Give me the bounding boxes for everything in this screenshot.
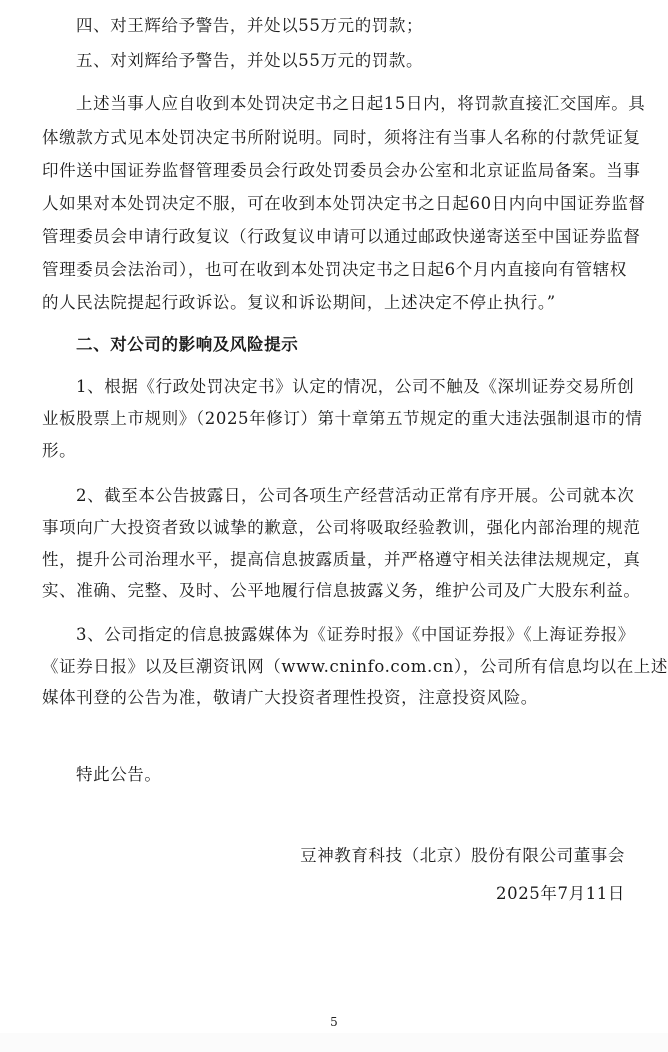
payment-paragraph-line: 管理委员会申请行政复议（行政复议申请可以通过邮政快递寄送至中国证券监督 xyxy=(42,227,641,246)
payment-paragraph-line: 的人民法院提起行政诉讼。复议和诉讼期间，上述决定不停止执行。” xyxy=(42,293,556,312)
item-2-line: 2、截至本公告披露日，公司各项生产经营活动正常有序开展。公司就本次 xyxy=(76,486,635,505)
item-1-line: 1、根据《行政处罚决定书》认定的情况，公司不触及《深圳证券交易所创 xyxy=(76,377,635,396)
item-3-line: 媒体刊登的公告为准，敬请广大投资者理性投资，注意投资风险。 xyxy=(42,688,538,707)
item-3-line: 3、公司指定的信息披露媒体为《证券时报》《中国证券报》《上海证券报》 xyxy=(76,625,635,644)
payment-paragraph-line: 管理委员会法治司），也可在收到本处罚决定书之日起6个月内直接向有管辖权 xyxy=(42,260,627,279)
closing-statement: 特此公告。 xyxy=(76,765,162,784)
item-2-line: 实、准确、完整、及时、公平地履行信息披露义务，维护公司及广大股东利益。 xyxy=(42,581,641,600)
item-3-line: 《证券日报》以及巨潮资讯网（www.cninfo.com.cn），公司所有信息均以在上述 xyxy=(42,657,668,676)
penalty-item-liu-hui: 五、对刘辉给予警告，并处以55万元的罚款。 xyxy=(76,51,424,70)
payment-paragraph-line: 体缴款方式见本处罚决定书所附说明。同时，须将注有当事人名称的付款凭证复 xyxy=(42,128,641,147)
announcement-date: 2025年7月11日 xyxy=(496,884,625,903)
signature-company-board: 豆神教育科技（北京）股份有限公司董事会 xyxy=(300,846,625,865)
item-2-line: 事项向广大投资者致以诚挚的歉意，公司将吸取经验教训，强化内部治理的规范 xyxy=(42,518,641,537)
item-1-line: 业板股票上市规则》（2025年修订）第十章第五节规定的重大违法强制退市的情 xyxy=(42,409,643,428)
section-two-heading: 二、对公司的影响及风险提示 xyxy=(76,335,299,354)
payment-paragraph-line: 上述当事人应自收到本处罚决定书之日起15日内，将罚款直接汇交国库。具 xyxy=(76,94,646,113)
item-2-line: 性，提升公司治理水平，提高信息披露质量，并严格遵守相关法律法规规定，真 xyxy=(42,550,641,569)
payment-paragraph-line: 人如果对本处罚决定不服，可在收到本处罚决定书之日起60日内向中国证券监督 xyxy=(42,194,646,213)
item-1-line: 形。 xyxy=(42,441,77,460)
payment-paragraph-line: 印件送中国证券监督管理委员会行政处罚委员会办公室和北京证监局备案。当事 xyxy=(42,161,641,180)
page-number: 5 xyxy=(330,1015,338,1029)
page-bottom-edge xyxy=(0,1033,668,1052)
penalty-item-wang-hui: 四、对王辉给予警告，并处以55万元的罚款； xyxy=(76,16,424,35)
